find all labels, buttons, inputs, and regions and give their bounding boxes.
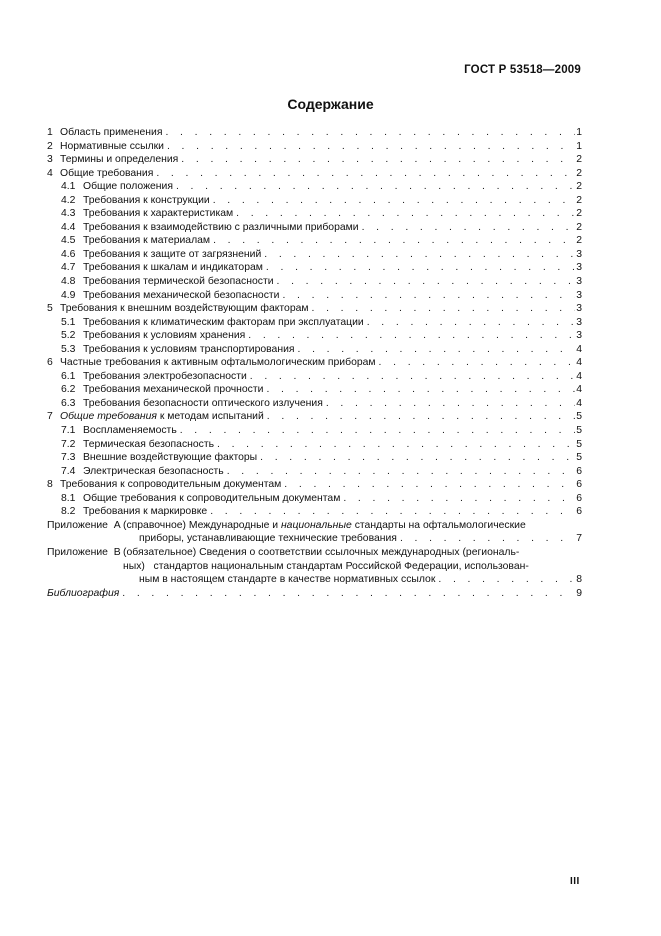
toc-entry-page: 4 bbox=[576, 384, 582, 396]
dot-leader bbox=[264, 410, 575, 424]
toc-entry-text: Требования к защите от загрязнений bbox=[83, 248, 262, 260]
toc-entry-page: 1 bbox=[576, 140, 582, 152]
appendix-text: ным в настоящем стандарте в качестве нормативных ссылок bbox=[139, 574, 436, 586]
toc-entry-8[interactable] bbox=[47, 478, 582, 492]
dot-leader bbox=[359, 221, 576, 235]
toc-entry-4-1[interactable] bbox=[47, 180, 582, 194]
appendix-text: (справочное) Международные и bbox=[123, 519, 281, 531]
toc-entry-text: к методам испытаний bbox=[156, 411, 264, 423]
toc-entry-page: 5 bbox=[576, 452, 582, 464]
toc-entry-text: Требования к материалам bbox=[83, 235, 211, 247]
toc-entry-number: 4 bbox=[47, 167, 53, 179]
toc-entry-text: Требования к климатическим факторам при эксплуатации bbox=[83, 316, 364, 328]
toc-entry-number: 4.9 bbox=[61, 289, 76, 301]
appendix-line bbox=[123, 573, 582, 587]
toc-entry-text: Воспламеняемость bbox=[83, 425, 177, 437]
dot-leader bbox=[153, 167, 575, 181]
toc-entry-text: Требования к шкалам и индикаторам bbox=[83, 262, 263, 274]
toc-entry-number: 4.7 bbox=[61, 262, 76, 274]
toc-entry-number: 4.5 bbox=[61, 235, 76, 247]
toc-entry-number: 7 bbox=[47, 411, 53, 423]
toc-entry-page: 6 bbox=[576, 465, 582, 477]
appendix-page: 8 bbox=[576, 574, 582, 586]
toc-entry-text: Нормативные ссылки bbox=[60, 140, 164, 152]
toc-entry-page: 4 bbox=[576, 370, 582, 382]
toc-entry-number: 5.3 bbox=[61, 343, 76, 355]
dot-leader bbox=[247, 370, 575, 384]
toc-entry-number: 2 bbox=[47, 140, 53, 152]
toc-entry-number: 6.2 bbox=[61, 384, 76, 396]
dot-leader bbox=[178, 153, 575, 167]
toc-entry-text: Требования механической безопасности bbox=[83, 289, 280, 301]
toc-entry-number: 4.8 bbox=[61, 276, 76, 288]
toc-entry-5[interactable] bbox=[47, 302, 582, 316]
toc-entry-number: 7.2 bbox=[61, 438, 76, 450]
toc-entry-number: 7.3 bbox=[61, 452, 76, 464]
toc-entry-4-9[interactable] bbox=[47, 289, 582, 303]
toc-entry-number: 8.1 bbox=[61, 492, 76, 504]
toc-entry-page: 3 bbox=[576, 316, 582, 328]
dot-leader bbox=[274, 275, 576, 289]
appendix-text: стандарты на офтальмологические bbox=[351, 519, 526, 531]
toc-entry-5-1[interactable] bbox=[47, 316, 582, 330]
toc-entry-2[interactable] bbox=[47, 140, 582, 154]
dot-leader bbox=[376, 356, 576, 370]
toc-entry-6-1[interactable] bbox=[47, 370, 582, 384]
toc-entry-number: 5.1 bbox=[61, 316, 76, 328]
appendix-label: Приложение А bbox=[47, 519, 121, 531]
toc-entry-page: 2 bbox=[576, 194, 582, 206]
appendix-text: ных) стандартов национальным стандартам Российской Федерации, использован- bbox=[123, 560, 529, 572]
toc-entry-7-1[interactable] bbox=[47, 424, 582, 438]
toc-entry-text: Термическая безопасность bbox=[83, 438, 215, 450]
toc-entry-number: 4.4 bbox=[61, 221, 76, 233]
toc-entry-text: Общие положения bbox=[83, 181, 173, 193]
dot-leader bbox=[323, 397, 575, 411]
dot-leader bbox=[162, 126, 575, 140]
toc-entry-page: 2 bbox=[576, 235, 582, 247]
toc-entry-6-2[interactable] bbox=[47, 383, 582, 397]
appendix-line bbox=[123, 519, 582, 533]
page-number: III bbox=[570, 876, 580, 887]
toc-entry-8-2[interactable] bbox=[47, 505, 582, 519]
dot-leader bbox=[164, 140, 575, 154]
toc-entry-text: Требования термической безопасности bbox=[83, 276, 274, 288]
toc-entry-1[interactable] bbox=[47, 126, 582, 140]
toc-entry-4-4[interactable] bbox=[47, 221, 582, 235]
toc-entry-7[interactable] bbox=[47, 410, 582, 424]
toc-entry-number: 4.2 bbox=[61, 194, 76, 206]
toc-entry-text: Область применения bbox=[60, 127, 163, 138]
toc-entry-number: 3 bbox=[47, 154, 53, 166]
dot-leader bbox=[245, 329, 575, 343]
toc-entry-text: Внешние воздействующие факторы bbox=[83, 452, 258, 464]
toc-entry-number: 8 bbox=[47, 479, 53, 491]
toc-entry-text: Требования к условиям хранения bbox=[83, 330, 246, 342]
toc-entry-text: Термины и определения bbox=[60, 154, 179, 166]
dot-leader bbox=[177, 424, 575, 438]
dot-leader bbox=[207, 505, 575, 519]
dot-leader bbox=[261, 248, 575, 262]
dot-leader bbox=[214, 438, 575, 452]
toc-entry-page: 2 bbox=[576, 181, 582, 193]
dot-leader bbox=[233, 207, 575, 221]
dot-leader bbox=[257, 451, 575, 465]
table-of-contents bbox=[47, 126, 582, 600]
toc-entry-number: 8.2 bbox=[61, 506, 76, 518]
dot-leader bbox=[397, 532, 575, 546]
toc-entry-7-2[interactable] bbox=[47, 438, 582, 452]
page-title: Содержание bbox=[287, 96, 374, 112]
toc-entry-number: 4.3 bbox=[61, 208, 76, 220]
dot-leader bbox=[173, 180, 575, 194]
appendix-page: 7 bbox=[576, 533, 582, 545]
toc-entry-4-6[interactable] bbox=[47, 248, 582, 262]
toc-entry-text: Требования электробезопасности bbox=[83, 370, 247, 382]
toc-entry-page: 3 bbox=[576, 262, 582, 274]
toc-entry-page: 6 bbox=[576, 479, 582, 491]
toc-entry-number: 5.2 bbox=[61, 330, 76, 342]
appendix-body bbox=[123, 546, 582, 587]
toc-entry-text: Общие требования bbox=[60, 167, 154, 179]
appendix-line bbox=[123, 532, 582, 546]
toc-entry-text-italic: Общие требования bbox=[60, 411, 157, 423]
toc-entry-number: 5 bbox=[47, 303, 53, 315]
dot-leader bbox=[224, 465, 575, 479]
bibliography-page: 9 bbox=[576, 587, 582, 599]
toc-entry-page: 2 bbox=[576, 167, 582, 179]
toc-entry-text: Требования к сопроводительным документам bbox=[60, 479, 282, 491]
toc-entry-4-5[interactable] bbox=[47, 234, 582, 248]
toc-entry-page: 3 bbox=[576, 303, 582, 315]
toc-entry-number: 7.1 bbox=[61, 425, 76, 437]
toc-entry-page: 4 bbox=[576, 343, 582, 355]
toc-entry-5-3[interactable] bbox=[47, 343, 582, 357]
toc-entry-page: 4 bbox=[576, 397, 582, 409]
toc-entry-number: 6.3 bbox=[61, 397, 76, 409]
toc-entry-text: Требования к взаимодействию с различными приборами bbox=[83, 221, 359, 233]
toc-entry-7-4[interactable] bbox=[47, 465, 582, 479]
toc-entry-6-3[interactable] bbox=[47, 397, 582, 411]
toc-entry-8-1[interactable] bbox=[47, 492, 582, 506]
dot-leader bbox=[263, 261, 575, 275]
appendix-line bbox=[123, 546, 582, 560]
appendix-body bbox=[123, 519, 582, 546]
toc-entry-number: 4.1 bbox=[61, 181, 76, 193]
toc-entry-text: Требования к маркировке bbox=[83, 506, 208, 518]
toc-entry-3[interactable] bbox=[47, 153, 582, 167]
toc-entry-page: 1 bbox=[576, 127, 582, 138]
toc-entry-number: 4.6 bbox=[61, 248, 76, 260]
appendix-a-entry[interactable] bbox=[47, 519, 582, 546]
appendix-label: Приложение В bbox=[47, 546, 121, 558]
toc-entry-text: Требования безопасности оптического излучения bbox=[83, 397, 323, 409]
toc-entry-7-3[interactable] bbox=[47, 451, 582, 465]
toc-entry-4-3[interactable] bbox=[47, 207, 582, 221]
toc-entry-text: Требования механической прочности bbox=[83, 384, 264, 396]
toc-entry-bibliography[interactable] bbox=[47, 587, 582, 601]
toc-entry-number: 7.4 bbox=[61, 465, 76, 477]
toc-entry-4-8[interactable] bbox=[47, 275, 582, 289]
toc-entry-page: 5 bbox=[576, 438, 582, 450]
dot-leader bbox=[210, 234, 575, 248]
appendix-line bbox=[123, 560, 582, 574]
toc-entry-number: 6.1 bbox=[61, 370, 76, 382]
dot-leader bbox=[119, 587, 575, 601]
toc-entry-text: Требования к внешним воздействующим факторам bbox=[60, 303, 309, 315]
dot-leader bbox=[263, 383, 575, 397]
toc-entry-page: 6 bbox=[576, 492, 582, 504]
appendix-text-italic: национальные bbox=[280, 519, 352, 531]
toc-entry-text: Требования к конструкции bbox=[83, 194, 210, 206]
toc-entry-page: 6 bbox=[576, 506, 582, 518]
dot-leader bbox=[364, 316, 576, 330]
toc-entry-page: 3 bbox=[576, 276, 582, 288]
appendix-text: (обязательное) Сведения о соответствии ссылочных международных (региональ- bbox=[123, 546, 520, 558]
toc-entry-page: 2 bbox=[576, 154, 582, 166]
dot-leader bbox=[281, 478, 575, 492]
standard-designation: ГОСТ Р 53518—2009 bbox=[464, 64, 581, 76]
toc-entry-page: 3 bbox=[576, 289, 582, 301]
dot-leader bbox=[210, 194, 576, 208]
toc-entry-page: 4 bbox=[576, 357, 582, 369]
toc-entry-4-7[interactable] bbox=[47, 261, 582, 275]
bibliography-text: Библиография bbox=[47, 587, 120, 599]
toc-entry-4-2[interactable] bbox=[47, 194, 582, 208]
toc-entry-page: 3 bbox=[576, 330, 582, 342]
toc-entry-text: Требования к условиям транспортирования bbox=[83, 343, 295, 355]
appendix-text: приборы, устанавливающие технические требования bbox=[139, 533, 397, 545]
dot-leader bbox=[340, 492, 575, 506]
dot-leader bbox=[295, 343, 576, 357]
dot-leader bbox=[279, 289, 575, 303]
toc-entry-page: 2 bbox=[576, 221, 582, 233]
toc-entry-page: 3 bbox=[576, 248, 582, 260]
toc-entry-page: 5 bbox=[576, 425, 582, 437]
toc-entry-text: Частные требования к активным офтальмологическим приборам bbox=[60, 357, 376, 369]
toc-entry-4[interactable] bbox=[47, 167, 582, 181]
toc-entry-6[interactable] bbox=[47, 356, 582, 370]
toc-entry-5-2[interactable] bbox=[47, 329, 582, 343]
toc-entry-number: 6 bbox=[47, 357, 53, 369]
toc-entry-text: Требования к характеристикам bbox=[83, 208, 234, 220]
dot-leader bbox=[309, 302, 576, 316]
appendix-b-entry[interactable] bbox=[47, 546, 582, 587]
toc-entry-page: 5 bbox=[576, 411, 582, 423]
toc-entry-number: 1 bbox=[47, 127, 53, 138]
toc-entry-page: 2 bbox=[576, 208, 582, 220]
toc-entry-text: Электрическая безопасность bbox=[83, 465, 224, 477]
dot-leader bbox=[435, 573, 575, 587]
toc-entry-text: Общие требования к сопроводительным документам bbox=[83, 492, 341, 504]
